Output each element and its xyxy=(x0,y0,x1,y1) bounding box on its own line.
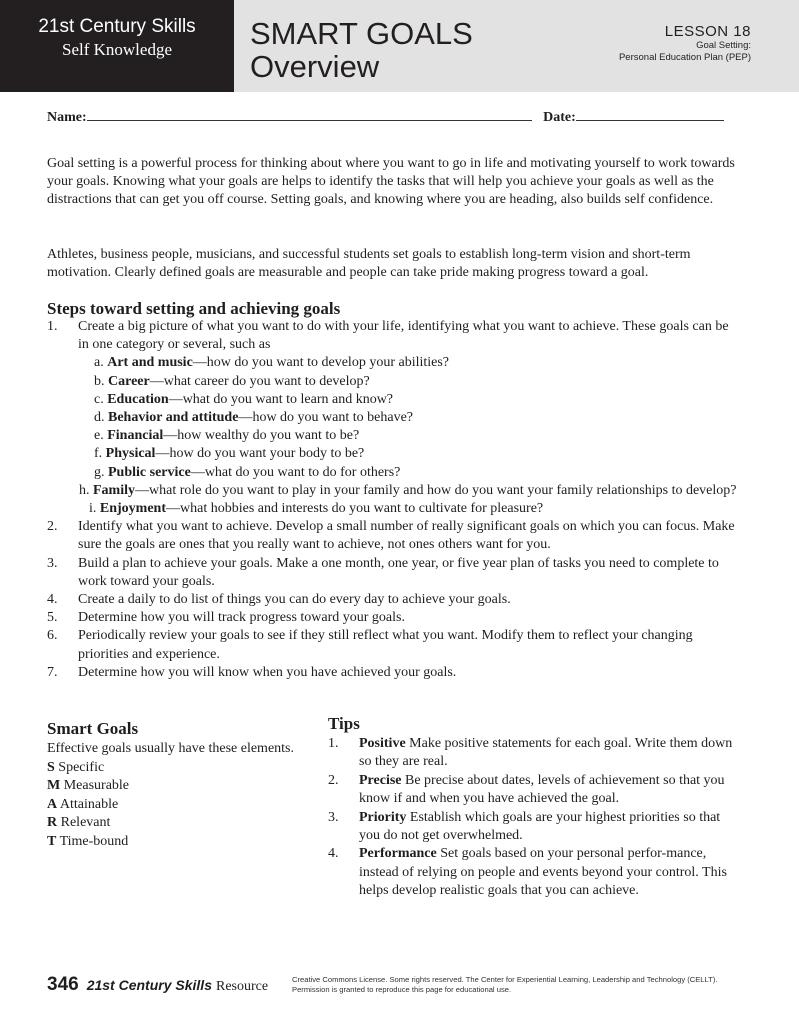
category-term: Art and music xyxy=(107,355,193,371)
category-desc: —what career do you want to develop? xyxy=(149,373,370,389)
category-letter: d. xyxy=(94,410,105,426)
category-term: Enjoyment xyxy=(99,501,167,517)
smart-word: Measurable xyxy=(63,778,130,793)
smart-item xyxy=(47,796,327,815)
category-item xyxy=(94,464,737,482)
category-desc: —how do you want to behave? xyxy=(238,410,414,426)
step-item xyxy=(47,627,737,663)
step-item xyxy=(47,318,737,518)
page-header xyxy=(0,0,799,92)
step-text: Identify what you want to achieve. Develop a small number of really significant goals on which you can focus. Make sure the goals are ones that you really want to achieve, not ones others want for you. xyxy=(78,519,735,553)
step-text: Determine how you will know when you have achieved your goals. xyxy=(78,664,457,680)
steps-heading: Steps toward setting and achieving goals xyxy=(47,299,341,318)
category-desc: —what role do you want to play in your family and how do you want your family relationships to develop? xyxy=(135,482,737,498)
category-item xyxy=(94,409,737,427)
category-letter: g. xyxy=(94,464,105,480)
series-banner xyxy=(0,0,234,92)
smart-item xyxy=(47,759,327,778)
intro-paragraph-1: Goal setting is a powerful process for thinking about where you want to go in life and motivating yourself to work towards your goals. Knowing what your goals are helps to identify the tasks that will help you achieve your goals as well as the distractions that can get you off course. Setting goals, and knowing where you are heading, also builds self confidence. xyxy=(47,156,735,208)
smart-item xyxy=(47,833,327,852)
footer-resource: Resource xyxy=(215,979,269,994)
tip-text: Make positive statements for each goal. Write them down so they are real. xyxy=(359,736,733,770)
category-desc: —how wealthy do you want to be? xyxy=(163,428,360,444)
smart-letter: A xyxy=(47,796,58,812)
category-desc: —how do you want to develop your abilities? xyxy=(192,355,450,371)
tip-number: 3. xyxy=(328,809,339,825)
category-term: Behavior and attitude xyxy=(108,410,239,426)
category-letter: f. xyxy=(94,446,103,462)
step-number: 5. xyxy=(47,610,58,626)
category-item xyxy=(94,427,737,445)
category-letter: c. xyxy=(94,391,104,407)
tips-section xyxy=(328,714,733,901)
category-term: Physical xyxy=(105,446,156,462)
tip-number: 1. xyxy=(328,736,339,751)
step-item xyxy=(47,591,737,609)
step-item xyxy=(47,664,737,682)
step-number: 4. xyxy=(47,592,58,608)
category-term: Public service xyxy=(108,464,191,480)
series-title: 21st Century Skills xyxy=(38,16,196,37)
tips-heading: Tips xyxy=(328,714,360,733)
tip-term: Priority xyxy=(359,809,407,825)
date-label: Date: xyxy=(543,110,576,125)
tip-term: Precise xyxy=(359,772,402,788)
category-desc: —what do you want to learn and know? xyxy=(168,391,394,407)
smart-word: Time-bound xyxy=(59,833,129,849)
step-text: Determine how you will track progress toward your goals. xyxy=(78,610,405,626)
license-line-1: Creative Commons License. Some rights reserved. The Center for Experiential Learning, Leadership and Technology (CELLT). xyxy=(292,975,718,984)
tip-item xyxy=(328,772,733,809)
tip-item xyxy=(328,809,733,846)
date-field[interactable] xyxy=(576,107,724,121)
lesson-title xyxy=(250,17,473,83)
lesson-title-line2: Overview xyxy=(250,49,380,84)
category-desc: —what hobbies and interests do you want to cultivate for pleasure? xyxy=(166,501,544,517)
step-number: 3. xyxy=(47,555,58,571)
name-label: Name: xyxy=(47,110,87,125)
category-letter: e. xyxy=(94,428,104,444)
tip-term: Performance xyxy=(359,846,437,862)
page-footer xyxy=(47,974,268,996)
lesson-title-line1: SMART GOALS xyxy=(250,16,473,51)
tip-item xyxy=(328,845,733,900)
tip-text: Set goals based on your personal perfor-mance, instead of relying on people and events beyond your control. This helps develop realistic goals that you can achieve. xyxy=(359,846,727,899)
category-desc: —how do you want your body to be? xyxy=(155,446,365,462)
smart-item xyxy=(47,814,327,833)
series-subtitle: Self Knowledge xyxy=(61,40,172,59)
category-item xyxy=(94,445,737,463)
category-term: Career xyxy=(108,373,150,389)
smart-goals-intro: Effective goals usually have these elements. xyxy=(47,741,294,756)
license-line-2: Permission is granted to reproduce this page for educational use. xyxy=(292,985,512,994)
step-item xyxy=(47,609,737,627)
smart-goals-heading: Smart Goals xyxy=(47,719,139,738)
intro-paragraph-2: Athletes, business people, musicians, and successful students set goals to establish long-term vision and short-term motivation. Clearly defined goals are measurable and people can take pride making progress toward a goal. xyxy=(47,247,691,281)
step-number: 6. xyxy=(47,628,58,644)
smart-goals-section xyxy=(47,719,327,851)
smart-word: Attainable xyxy=(59,796,119,812)
step-number: 2. xyxy=(47,519,58,535)
category-term: Family xyxy=(93,482,135,498)
category-item xyxy=(63,482,737,500)
smart-word: Specific xyxy=(58,759,105,775)
lesson-meta xyxy=(619,23,751,64)
lesson-topic: Goal Setting: xyxy=(696,40,751,51)
step-text: Build a plan to achieve your goals. Make a one month, one year, or five year plan of tasks you need to complete to work toward your goals. xyxy=(78,555,719,589)
name-field[interactable] xyxy=(87,107,532,121)
step-text: Periodically review your goals to see if they still reflect what you want. Modify them to reflect your changing priorities and experience. xyxy=(78,628,693,662)
license-notice xyxy=(292,975,752,995)
category-item xyxy=(94,391,737,409)
lesson-number: LESSON 18 xyxy=(664,23,751,40)
name-date-line xyxy=(47,107,737,126)
smart-word: Relevant xyxy=(60,815,111,830)
tip-number: 2. xyxy=(328,772,339,788)
category-letter: i. xyxy=(89,501,97,517)
category-list xyxy=(78,354,737,518)
step-number: 7. xyxy=(47,664,58,680)
step-text: Create a daily to do list of things you can do every day to achieve your goals. xyxy=(78,592,511,608)
category-letter: h. xyxy=(79,482,90,498)
category-item xyxy=(94,373,737,391)
category-letter: a. xyxy=(94,355,104,371)
step-item xyxy=(47,555,737,591)
page-number: 346 xyxy=(47,974,79,995)
footer-series: 21st Century Skills xyxy=(86,977,212,993)
tip-term: Positive xyxy=(359,736,406,751)
smart-letter: T xyxy=(47,833,57,849)
tip-text: Be precise about dates, levels of achievement so that you know if and when you have achieved the goal. xyxy=(359,772,725,807)
category-letter: b. xyxy=(94,373,105,389)
step-text: Create a big picture of what you want to do with your life, identifying what you want to achieve. These goals can be in one category or several, such as xyxy=(78,319,729,353)
category-item xyxy=(89,500,737,518)
step-item xyxy=(47,518,737,554)
tip-item xyxy=(328,735,733,772)
tip-text: Establish which goals are your highest priorities so that you do not get overwhelmed. xyxy=(359,809,721,844)
category-desc: —what do you want to do for others? xyxy=(190,464,401,480)
smart-letter: S xyxy=(47,759,55,775)
category-term: Financial xyxy=(107,428,164,444)
category-term: Education xyxy=(107,391,169,407)
step-number: 1. xyxy=(47,319,58,334)
lesson-subtopic: Personal Education Plan (PEP) xyxy=(618,52,751,63)
smart-letter: M xyxy=(47,778,61,793)
smart-letter: R xyxy=(47,815,58,830)
smart-item xyxy=(47,777,327,796)
tip-number: 4. xyxy=(328,846,339,862)
category-item xyxy=(94,354,737,372)
steps-list xyxy=(47,318,737,682)
